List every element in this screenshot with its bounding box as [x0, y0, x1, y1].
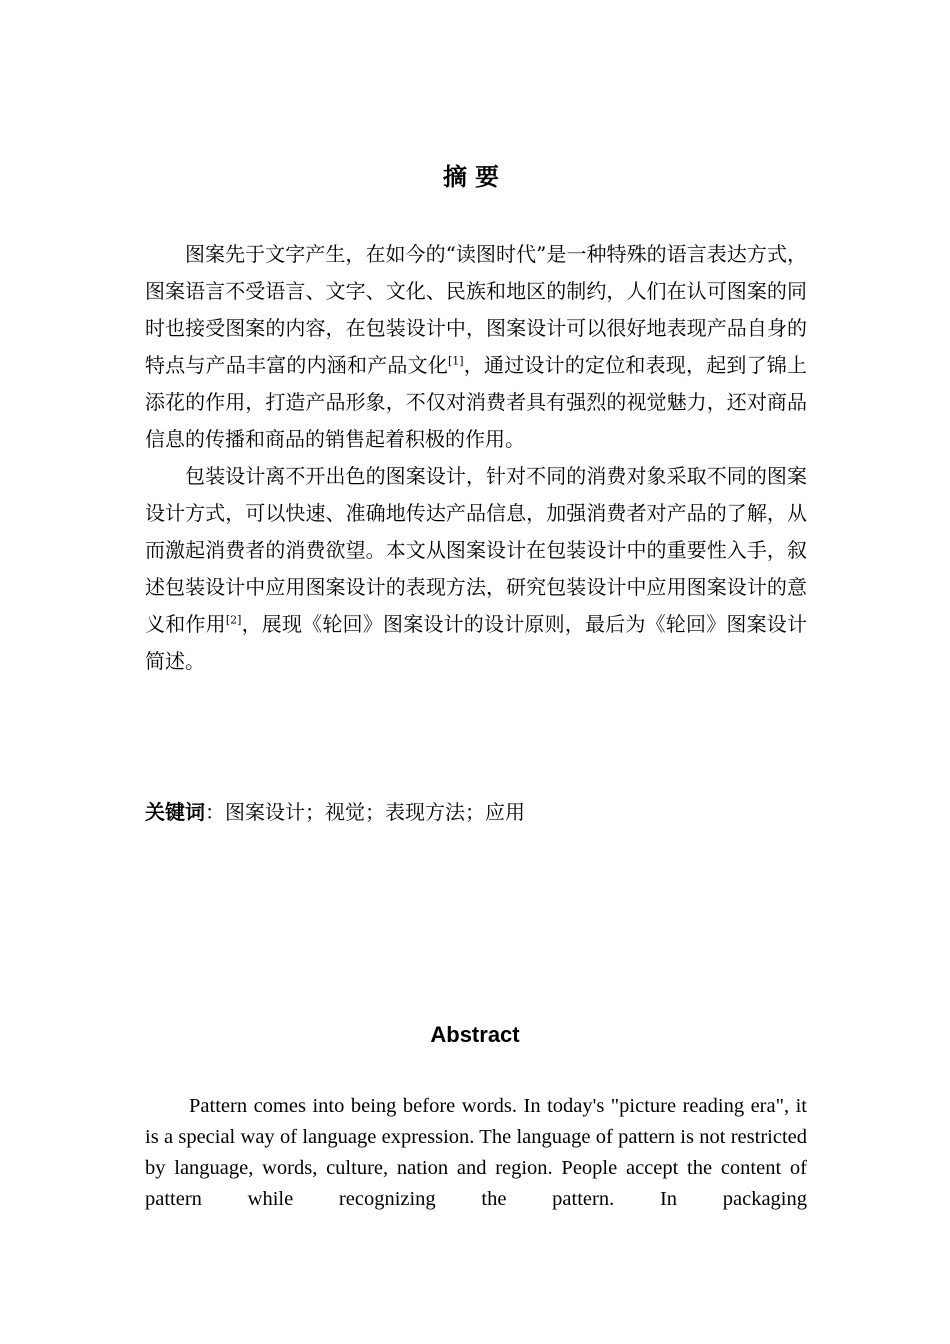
english-abstract-body	[145, 1091, 807, 1215]
citation-1: [1]	[448, 354, 464, 368]
chinese-paragraph-2-text-a: 包装设计离不开出色的图案设计，针对不同的消费对象采取不同的图案设计方式，可以快速、准确地传达产品信息，加强消费者对产品的了解，从而激起消费者的消费欲望。本文从图案设计在包装设计中的重要性入手，叙述包装设计中应用图案设计的表现方法，研究包装设计中应用图案设计的意义和作用	[145, 464, 807, 636]
keywords-label: 关键词	[145, 800, 205, 824]
chinese-paragraph-1-text-a: 图案先于文字产生，在如今的“读图时代”是一种特殊的语言表达方式，图案语言不受语言、文字、文化、民族和地区的制约，人们在认可图案的同时也接受图案的内容，在包装设计中，图案设计可以很好地表现产品自身的特点与产品丰富的内涵和产品文化	[145, 242, 807, 377]
keywords-colon: ：	[205, 800, 225, 824]
chinese-paragraph-2-text-b: ，展现《轮回》图案设计的设计原则，最后为《轮回》图案设计简述。	[145, 612, 808, 673]
english-abstract-title: Abstract	[430, 1022, 520, 1047]
citation-2: [2]	[225, 613, 242, 627]
chinese-paragraph-1	[145, 236, 807, 458]
chinese-paragraph-2	[145, 458, 807, 680]
chinese-abstract-title: 摘要	[443, 163, 507, 191]
english-paragraph-1: Pattern comes into being before words. In today's "picture reading era", it is a special way of language expression. The language of pattern is not restricted by language, words, culture, nation and region. People accept the content of pattern while recognizing the pattern. In packaging	[145, 1095, 807, 1210]
keywords-line	[145, 795, 807, 829]
keywords-value: 图案设计；视觉；表现方法；应用	[225, 800, 525, 824]
chinese-abstract-body	[145, 236, 807, 680]
chinese-paragraph-1-text-b: ，通过设计的定位和表现，起到了锦上添花的作用，打造产品形象，不仅对消费者具有强烈的视觉魅力，还对商品信息的传播和商品的销售起着积极的作用。	[145, 353, 808, 451]
